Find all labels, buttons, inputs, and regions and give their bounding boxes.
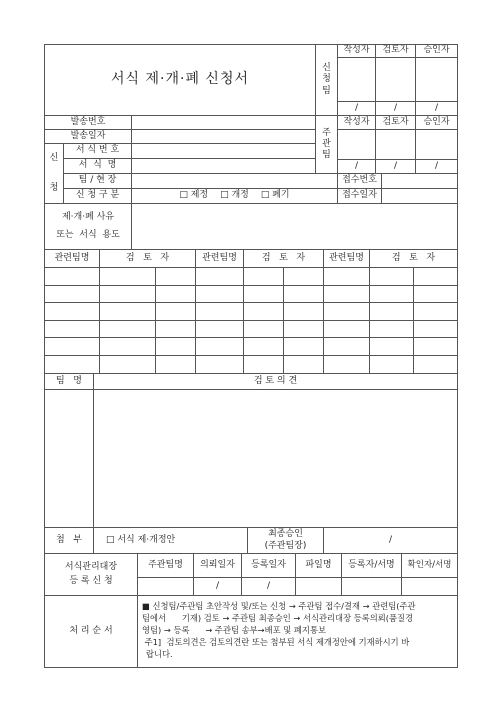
- review-table-cell[interactable]: [324, 286, 370, 304]
- review-table-cell[interactable]: [414, 356, 458, 374]
- registry-register-date-value[interactable]: /: [242, 578, 296, 596]
- registry-file-value[interactable]: [296, 578, 342, 596]
- review-team-header-2: 관련팀명: [196, 250, 244, 268]
- review-table-cell[interactable]: [284, 321, 324, 339]
- review-reviewer-header-1: 검 토 자: [100, 250, 196, 268]
- procedure-line: 주1] 검토의견은 검토의견란 또는 첨부된 서식 제개정안에 기재하시기 바: [142, 637, 410, 648]
- applicant-approver-sign[interactable]: [416, 58, 458, 102]
- review-table-cell[interactable]: [44, 303, 100, 321]
- receipt-no-value[interactable]: [382, 174, 458, 189]
- procedure-line: 랍니다.: [146, 649, 173, 660]
- applicant-writer-header: 작성자: [338, 44, 376, 58]
- request-type-label: 신 청 구 분: [64, 189, 132, 204]
- review-table-cell[interactable]: [100, 356, 156, 374]
- applicant-approver-date[interactable]: /: [416, 102, 458, 116]
- review-table-cell[interactable]: [100, 338, 156, 356]
- review-table-cell[interactable]: [100, 303, 156, 321]
- review-table-cell[interactable]: [414, 321, 458, 339]
- send-no-value[interactable]: [132, 116, 316, 130]
- review-table-cell[interactable]: [156, 286, 196, 304]
- registry-verifier-value[interactable]: [402, 578, 458, 596]
- review-table-cell[interactable]: [244, 356, 284, 374]
- review-table-cell[interactable]: [370, 268, 414, 286]
- opinion-team-value[interactable]: [44, 390, 94, 528]
- procedure-line: 팀에서 기재) 검토 → 주관팀 최종승인 → 서식관리대장 등록의뢰(품질경: [142, 613, 414, 624]
- host-team-side-label: 주 관 팀: [316, 116, 338, 174]
- host-approver-date[interactable]: /: [416, 160, 458, 174]
- applicant-reviewer-date[interactable]: /: [376, 102, 416, 116]
- review-table-cell[interactable]: [370, 286, 414, 304]
- review-table-cell[interactable]: [370, 356, 414, 374]
- registry-header-register-date: 등록일자: [242, 554, 296, 578]
- review-table-cell[interactable]: [156, 338, 196, 356]
- send-date-label: 발송일자: [44, 130, 132, 144]
- opinion-team-label: 팀 명: [44, 374, 94, 390]
- form-name-value[interactable]: [132, 159, 316, 174]
- final-approval-value[interactable]: /: [324, 528, 458, 554]
- review-team-header-3: 관련팀명: [324, 250, 370, 268]
- abolish-checkbox[interactable]: □ 폐기: [260, 190, 290, 201]
- registry-header-host: 주관팀명: [138, 554, 194, 578]
- registry-header-file: 파일명: [296, 554, 342, 578]
- host-reviewer-date[interactable]: /: [376, 160, 416, 174]
- receipt-date-label: 접수일자: [338, 189, 382, 204]
- applicant-reviewer-header: 검토자: [376, 44, 416, 58]
- registry-label: 서식관리대장 등 록 신 청: [44, 554, 138, 596]
- registry-header-verifier: 확인자/서명: [402, 554, 458, 578]
- host-approver-header: 승인자: [416, 116, 458, 130]
- review-table-cell[interactable]: [44, 286, 100, 304]
- applicant-side-label: 신 청: [44, 144, 64, 204]
- send-no-label: 발송번호: [44, 116, 132, 130]
- review-table-cell[interactable]: [324, 338, 370, 356]
- procedure-line: ■ 신청팀/주관팀 초안작성 및/또는 신청 → 주관팀 접수/결재 → 관련팀(주관: [142, 601, 416, 611]
- registry-registrar-value[interactable]: [342, 578, 402, 596]
- form-name-label: 서 식 명: [64, 159, 132, 174]
- applicant-writer-sign[interactable]: [338, 58, 376, 102]
- review-table-cell[interactable]: [284, 356, 324, 374]
- review-table-cell[interactable]: [284, 303, 324, 321]
- review-table-cell[interactable]: [324, 321, 370, 339]
- review-table-cell[interactable]: [156, 303, 196, 321]
- review-reviewer-header-2: 검 토 자: [244, 250, 324, 268]
- applicant-approver-header: 승인자: [416, 44, 458, 58]
- review-table-cell[interactable]: [196, 268, 244, 286]
- registry-host-value[interactable]: [138, 578, 194, 596]
- review-table-cell[interactable]: [414, 303, 458, 321]
- review-table-cell[interactable]: [284, 286, 324, 304]
- review-table-cell[interactable]: [284, 268, 324, 286]
- review-table-cell[interactable]: [370, 321, 414, 339]
- host-writer-sign[interactable]: [338, 130, 376, 160]
- review-table-cell[interactable]: [44, 321, 100, 339]
- applicant-writer-date[interactable]: /: [338, 102, 376, 116]
- team-label: 팀 / 현 장: [64, 174, 132, 189]
- review-table-cell[interactable]: [244, 338, 284, 356]
- review-table-cell[interactable]: [244, 321, 284, 339]
- final-approval-label: 최종승인 (주관팀장): [248, 528, 324, 554]
- review-table-cell[interactable]: [414, 268, 458, 286]
- registry-header-registrar: 등록자/서명: [342, 554, 402, 578]
- request-type-options: [132, 189, 338, 204]
- form-no-label: 서 식 번 호: [64, 144, 132, 159]
- registry-header-request-date: 의뢰일자: [194, 554, 242, 578]
- procedure-label: 처 리 순 서: [44, 596, 138, 668]
- review-table-cell[interactable]: [284, 338, 324, 356]
- team-value[interactable]: [132, 174, 338, 189]
- review-table-cell[interactable]: [196, 286, 244, 304]
- review-table-cell[interactable]: [414, 338, 458, 356]
- host-reviewer-header: 검토자: [376, 116, 416, 130]
- review-table-cell[interactable]: [370, 338, 414, 356]
- procedure-line: 영팀) → 등록 → 주관팀 송부→배포 및 폐지통보: [142, 625, 326, 636]
- review-table-cell[interactable]: [324, 268, 370, 286]
- applicant-team-side-label: 신 청 팀: [316, 44, 338, 116]
- receipt-no-label: 접수번호: [338, 174, 382, 189]
- form-no-value[interactable]: [132, 144, 316, 159]
- attachment-label: 첨 부: [44, 528, 94, 554]
- review-table-cell[interactable]: [44, 268, 100, 286]
- enact-checkbox[interactable]: □ 제정: [179, 190, 209, 201]
- revise-checkbox[interactable]: □ 개정: [220, 190, 249, 201]
- attachment-option[interactable]: □ 서식 제·개정안: [94, 528, 248, 554]
- host-writer-date[interactable]: /: [338, 160, 376, 174]
- reason-label: 제·개·폐 사유 또는 서식 용도: [44, 204, 132, 250]
- review-table-cell[interactable]: [44, 338, 100, 356]
- review-reviewer-header-3: 검 토 자: [370, 250, 458, 268]
- review-table-cell[interactable]: [324, 303, 370, 321]
- review-table-cell[interactable]: [244, 303, 284, 321]
- host-reviewer-sign[interactable]: [376, 130, 416, 160]
- review-table-cell[interactable]: [196, 356, 244, 374]
- opinion-label: 검 토 의 견: [94, 374, 458, 390]
- form-title: 서식 제·개·폐 신청서: [44, 44, 316, 116]
- review-table-cell[interactable]: [100, 268, 156, 286]
- review-table-cell[interactable]: [156, 321, 196, 339]
- reason-value[interactable]: [132, 204, 458, 250]
- review-table-cell[interactable]: [44, 356, 100, 374]
- registry-request-date-value[interactable]: /: [194, 578, 242, 596]
- opinion-value[interactable]: [94, 390, 458, 528]
- procedure-text: [138, 596, 458, 668]
- review-team-header-1: 관련팀명: [44, 250, 100, 268]
- review-table-cell[interactable]: [196, 303, 244, 321]
- review-table-cell[interactable]: [196, 321, 244, 339]
- review-table-cell[interactable]: [100, 321, 156, 339]
- review-table-cell[interactable]: [156, 268, 196, 286]
- review-table-cell[interactable]: [244, 286, 284, 304]
- send-date-value[interactable]: [132, 130, 316, 144]
- host-approver-sign[interactable]: [416, 130, 458, 160]
- applicant-reviewer-sign[interactable]: [376, 58, 416, 102]
- review-table-cell[interactable]: [414, 286, 458, 304]
- receipt-date-value[interactable]: [382, 189, 458, 204]
- review-table-cell[interactable]: [244, 268, 284, 286]
- review-table-cell[interactable]: [196, 338, 244, 356]
- review-table-cell[interactable]: [156, 356, 196, 374]
- review-table-cell[interactable]: [370, 303, 414, 321]
- review-table-cell[interactable]: [324, 356, 370, 374]
- host-writer-header: 작성자: [338, 116, 376, 130]
- review-table-cell[interactable]: [100, 286, 156, 304]
